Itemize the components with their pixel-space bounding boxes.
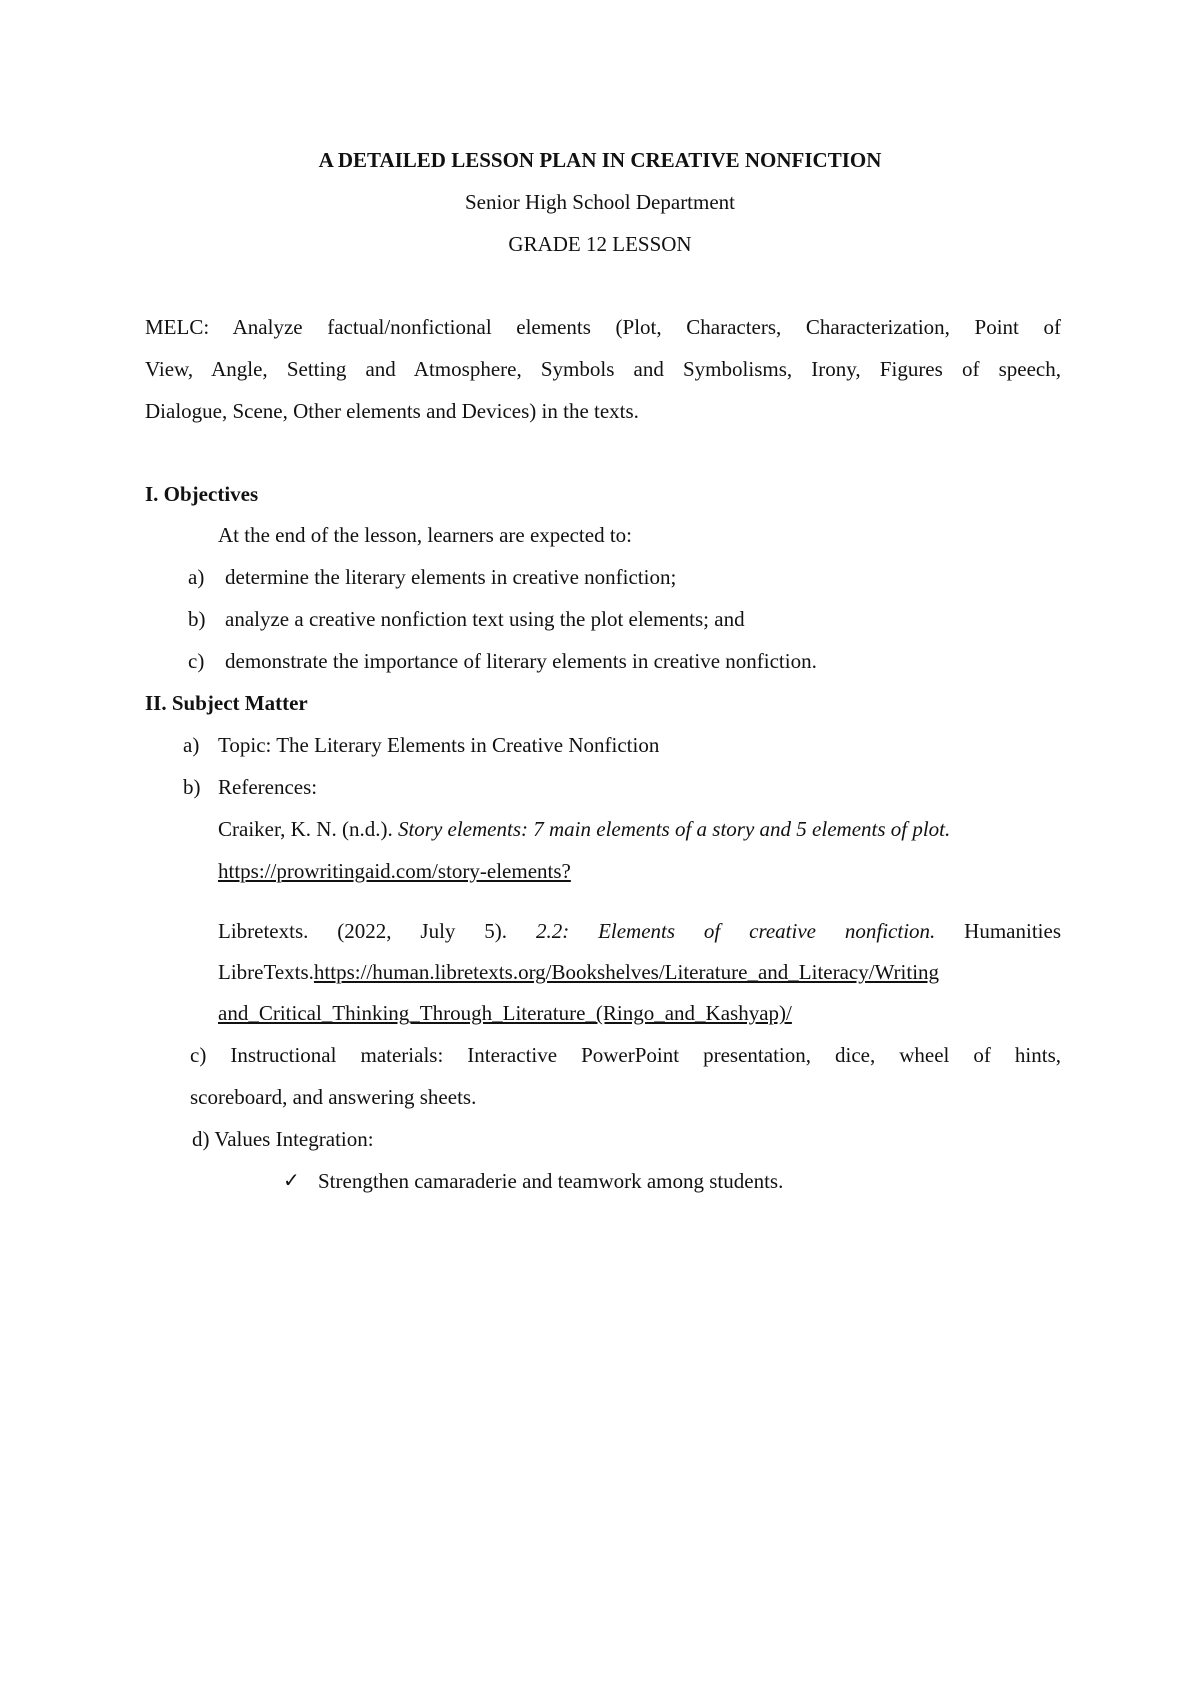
- reference-2-title: 2.2: Elements of creative nonfiction.: [535, 919, 936, 943]
- values-label: d) Values Integration:: [192, 1127, 374, 1151]
- topic-text: Topic: The Literary Elements in Creative Nonfiction: [218, 733, 660, 757]
- document-title: A DETAILED LESSON PLAN IN CREATIVE NONFICTION: [318, 148, 882, 172]
- reference-2-publisher-cont: LibreTexts.: [218, 960, 314, 984]
- topic-marker: a): [183, 733, 200, 757]
- objective-marker: c): [188, 649, 205, 673]
- objective-item: analyze a creative nonfiction text using the plot elements; and: [225, 607, 745, 631]
- melc-line-2: View, Angle, Setting and Atmosphere, Symbols and Symbolisms, Irony, Figures of speech,: [145, 357, 1061, 381]
- grade-line: GRADE 12 LESSON: [508, 232, 692, 256]
- materials-line-1: c) Instructional materials: Interactive PowerPoint presentation, dice, wheel of hints,: [190, 1043, 1061, 1067]
- reference-2-author: Libretexts. (2022, July 5).: [218, 919, 536, 943]
- reference-2-publisher: Humanities: [935, 919, 1061, 943]
- objective-marker: a): [188, 565, 205, 589]
- objective-item: demonstrate the importance of literary elements in creative nonfiction.: [225, 649, 817, 673]
- department-line: Senior High School Department: [464, 190, 736, 214]
- references-marker: b): [183, 775, 201, 799]
- objectives-heading: I. Objectives: [145, 482, 259, 506]
- checkmark-icon: ✓: [283, 1168, 300, 1192]
- reference-1-link[interactable]: https://prowritingaid.com/story-elements?: [218, 859, 571, 883]
- values-item: Strengthen camaraderie and teamwork among students.: [318, 1169, 784, 1193]
- reference-2-link-cont[interactable]: and_Critical_Thinking_Through_Literature_(Ringo_and_Kashyap)/: [218, 1001, 792, 1025]
- subject-matter-heading: II. Subject Matter: [145, 691, 308, 715]
- objective-marker: b): [188, 607, 206, 631]
- objective-item: determine the literary elements in creative nonfiction;: [225, 565, 677, 589]
- melc-line-3: Dialogue, Scene, Other elements and Devices) in the texts.: [145, 399, 639, 423]
- objectives-intro: At the end of the lesson, learners are expected to:: [218, 523, 633, 547]
- materials-line-2: scoreboard, and answering sheets.: [190, 1085, 477, 1109]
- reference-2-link[interactable]: https://human.libretexts.org/Bookshelves/Literature_and_Literacy/Writing: [313, 960, 940, 984]
- reference-1-citation: [218, 815, 950, 843]
- references-label: References:: [218, 775, 318, 799]
- melc-line-1: MELC: Analyze factual/nonfictional elements (Plot, Characters, Characterization, Point of: [145, 315, 1061, 339]
- reference-1-title: Story elements: 7 main elements of a story and 5 elements of plot.: [397, 817, 951, 841]
- reference-2-line-1: [218, 917, 1061, 945]
- reference-1-author: Craiker, K. N. (n.d.).: [218, 817, 398, 841]
- reference-2-line-2: [218, 958, 939, 986]
